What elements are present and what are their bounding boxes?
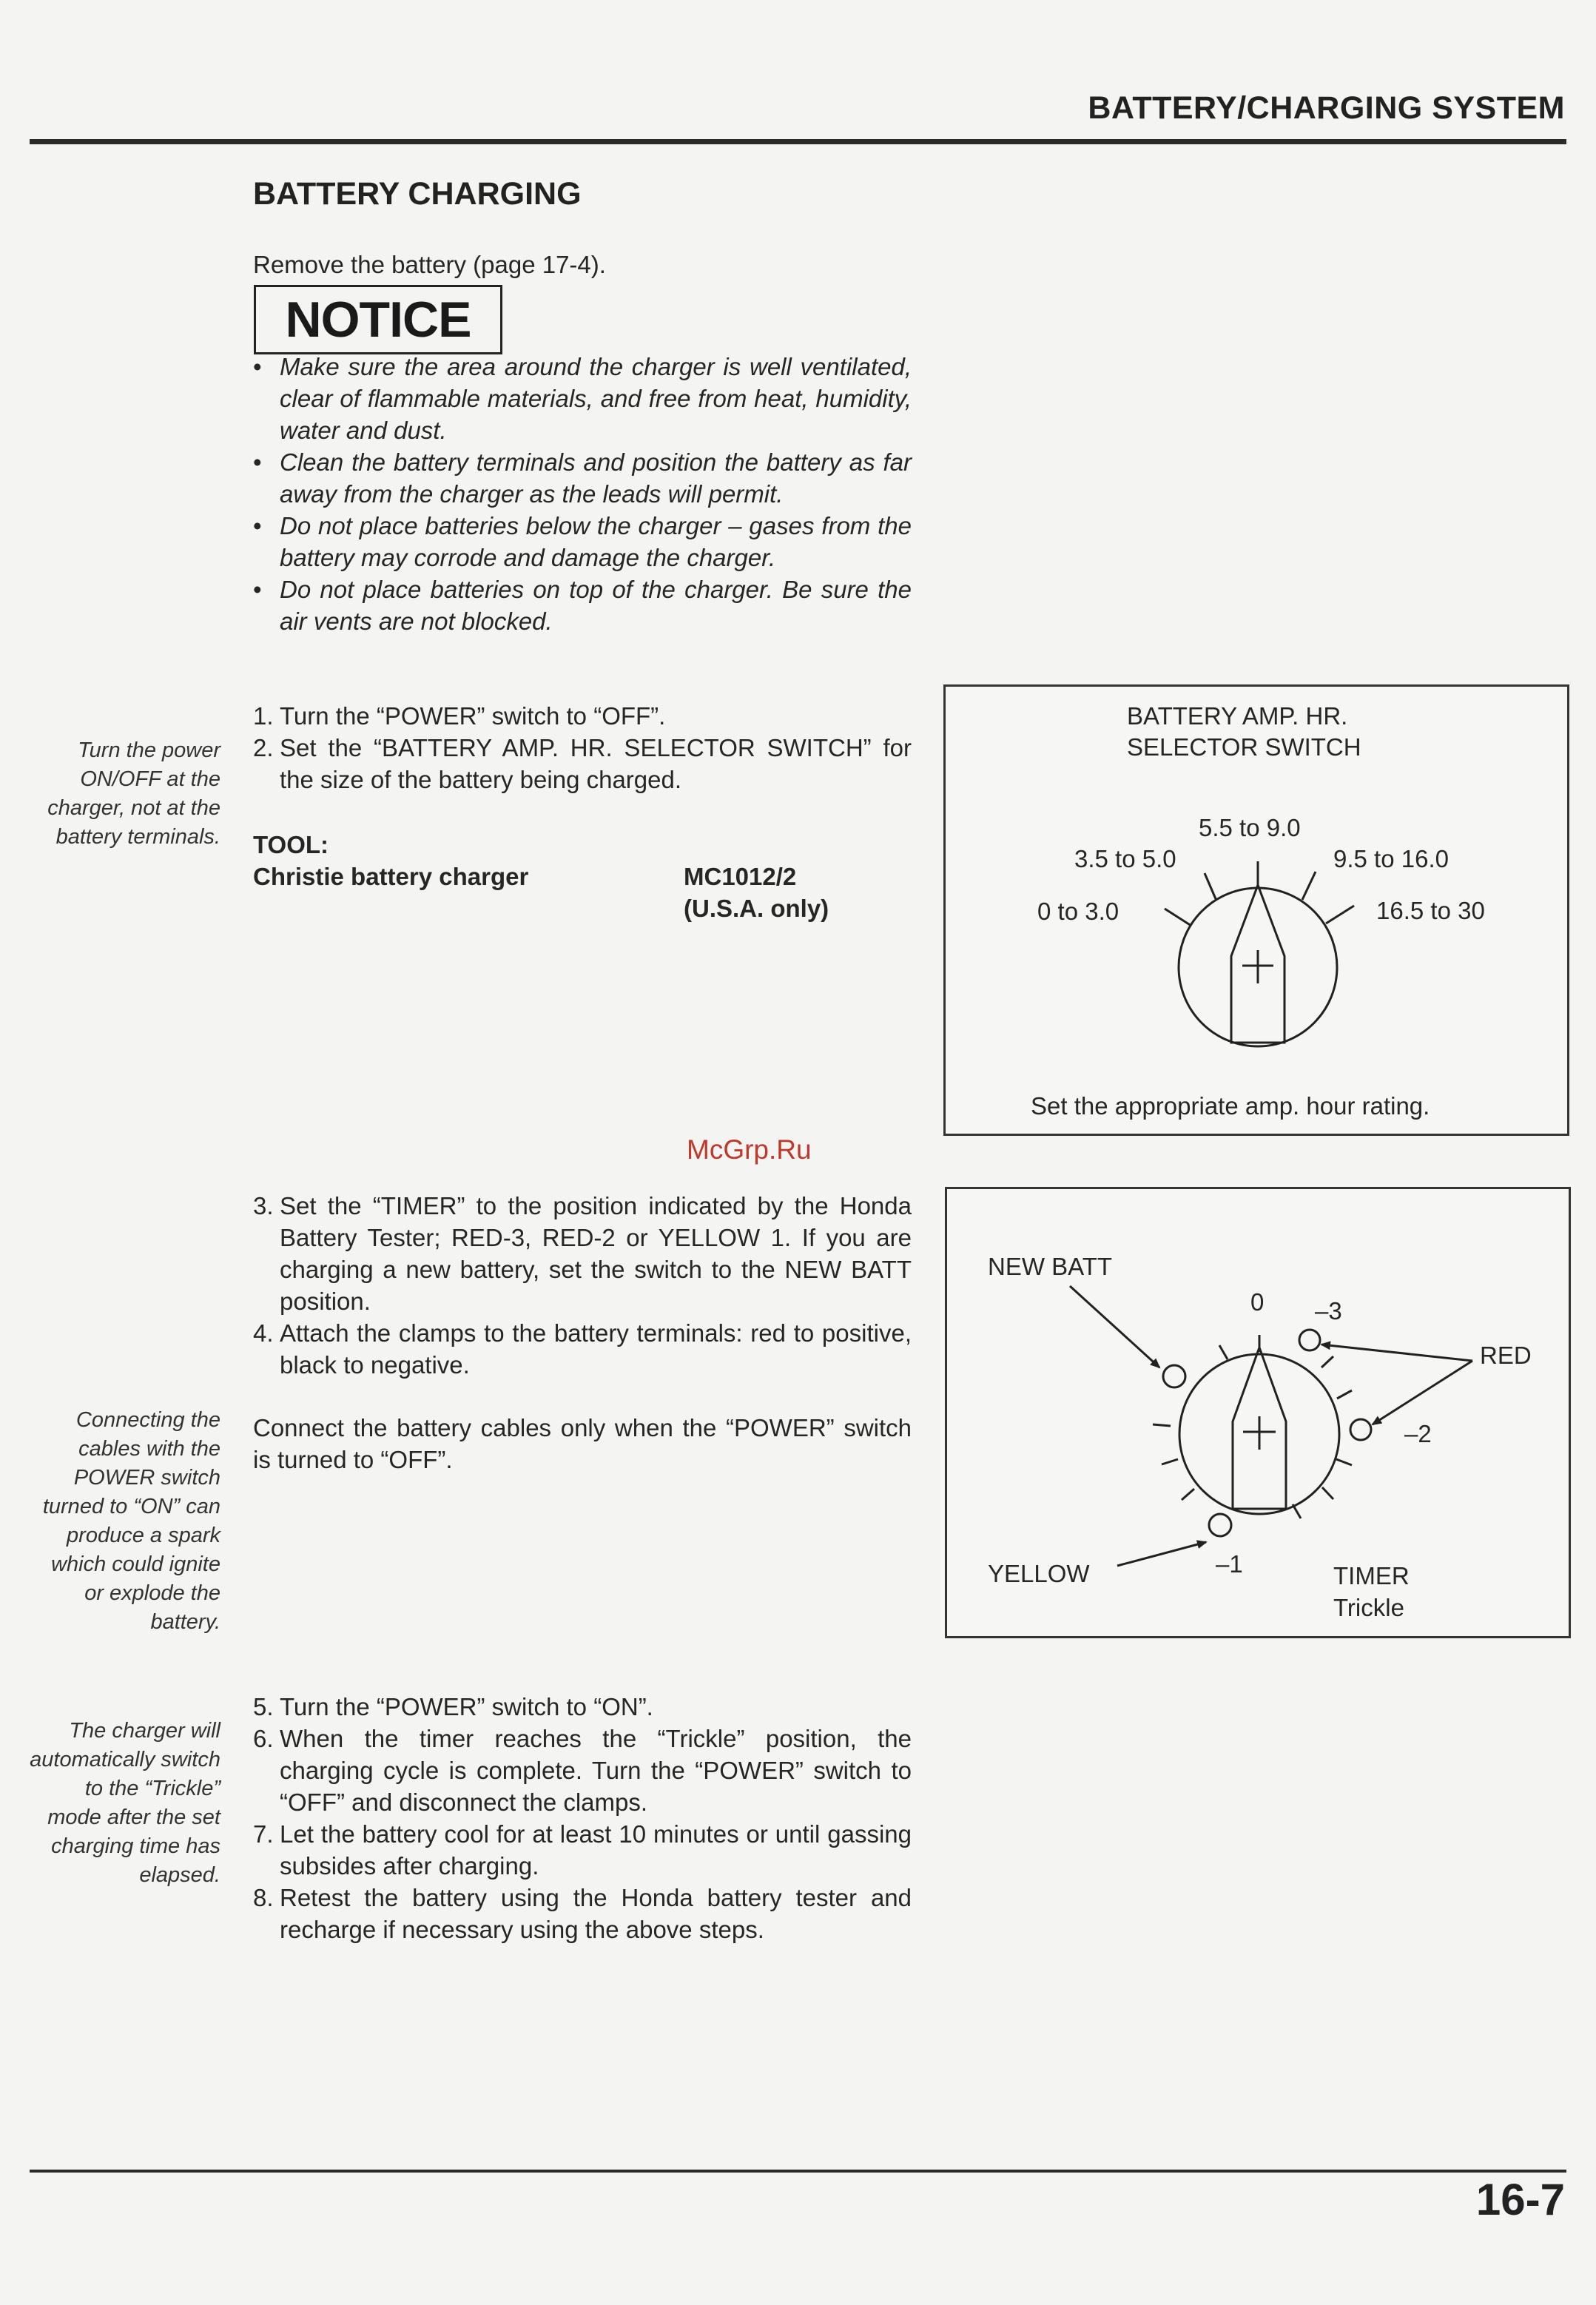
side-note-power: Turn the power ON/OFF at the charger, not at the battery terminals. xyxy=(47,738,220,849)
minus2-label: –2 xyxy=(1404,1420,1432,1447)
position-label: 9.5 to 16.0 xyxy=(1333,845,1449,872)
steps-list-b xyxy=(253,1190,912,1381)
step-item: 7. Let the battery cool for at least 10 minutes or until gassing subsides after charging. xyxy=(253,1820,912,1880)
steps-list-a xyxy=(253,700,912,795)
position-label: 0 to 3.0 xyxy=(1037,898,1119,925)
step-item: 6. When the timer reaches the “Trickle” position, the charging cycle is complete. Turn the “POWER” switch to “OFF” and disconnect the clamps. xyxy=(253,1725,912,1816)
timer-figure xyxy=(945,1187,1571,1638)
step-item: 1. Turn the “POWER” switch to “OFF”. xyxy=(253,702,666,730)
selector-dial-icon xyxy=(1165,861,1354,1046)
notice-bullet: • Do not place batteries below the charger – gases from the battery may corrode and damage the charger. xyxy=(253,512,912,571)
side-note-trickle: The charger will automatically switch to the “Trickle” mode after the set charging time has elapsed. xyxy=(30,1719,220,1887)
minus1-label: –1 xyxy=(1216,1550,1243,1578)
watermark: McGrp.Ru xyxy=(687,1134,812,1165)
step-item: 4. Attach the clamps to the battery terminals: red to positive, black to negative. xyxy=(253,1319,912,1379)
figure1-title-line2: SELECTOR SWITCH xyxy=(1127,733,1361,761)
intro-text: Remove the battery (page 17-4). xyxy=(253,251,606,278)
selector-switch-figure xyxy=(943,684,1569,1136)
header-rule xyxy=(30,139,1566,144)
step-item: 5. Turn the “POWER” switch to “ON”. xyxy=(253,1693,653,1720)
tool-label: TOOL: xyxy=(253,831,329,858)
tool-part-number: MC1012/2 xyxy=(684,863,797,890)
step-item: 2. Set the “BATTERY AMP. HR. SELECTOR SWITCH” for the size of the battery being charged. xyxy=(253,734,912,793)
new-batt-label: NEW BATT xyxy=(988,1253,1113,1280)
zero-label: 0 xyxy=(1250,1288,1265,1316)
minus3-label: –3 xyxy=(1315,1297,1342,1325)
notice-label: NOTICE xyxy=(254,285,502,354)
notice-bullet: • Do not place batteries on top of the charger. Be sure the air vents are not blocked. xyxy=(253,576,912,635)
yellow-label: YELLOW xyxy=(988,1560,1090,1587)
side-note-cables: Connecting the cables with the POWER switch turned to “ON” can produce a spark which could ignite or explode the battery. xyxy=(42,1408,220,1634)
step-item: 8. Retest the battery using the Honda battery tester and recharge if necessary using the above steps. xyxy=(253,1884,912,1943)
figure1-title-line1: BATTERY AMP. HR. xyxy=(1127,702,1348,730)
red-label: RED xyxy=(1480,1342,1532,1369)
steps-list-c xyxy=(253,1691,912,1945)
timer-label: TIMER xyxy=(1333,1562,1410,1589)
tool-name: Christie battery charger xyxy=(253,863,529,890)
tool-note: (U.S.A. only) xyxy=(684,895,829,922)
position-label: 16.5 to 30 xyxy=(1376,897,1485,924)
step-item: 3. Set the “TIMER” to the position indicated by the Honda Battery Tester; RED-3, RED-2 or YELLOW 1. If you are charging a new battery, set the switch to the NEW BATT position. xyxy=(253,1192,912,1315)
figure1-caption: Set the appropriate amp. hour rating. xyxy=(1031,1092,1430,1120)
section-title: BATTERY CHARGING xyxy=(253,176,582,212)
notice-bullets xyxy=(253,351,912,637)
header-title: BATTERY/CHARGING SYSTEM xyxy=(1088,90,1565,126)
trickle-label: Trickle xyxy=(1333,1594,1404,1621)
notice-bullet: • Make sure the area around the charger is well ventilated, clear of flammable materials, and free from heat, humidity, water and dust. xyxy=(253,353,912,444)
position-label: 3.5 to 5.0 xyxy=(1074,845,1176,872)
notice-bullet: • Clean the battery terminals and position the battery as far away from the charger as the leads will permit. xyxy=(253,448,912,508)
position-label: 5.5 to 9.0 xyxy=(1199,814,1301,841)
footer-rule xyxy=(30,2170,1566,2173)
caution-text: Connect the battery cables only when the “POWER” switch is turned to “OFF”. xyxy=(253,1414,912,1473)
page-number: 16-7 xyxy=(1475,2175,1565,2224)
